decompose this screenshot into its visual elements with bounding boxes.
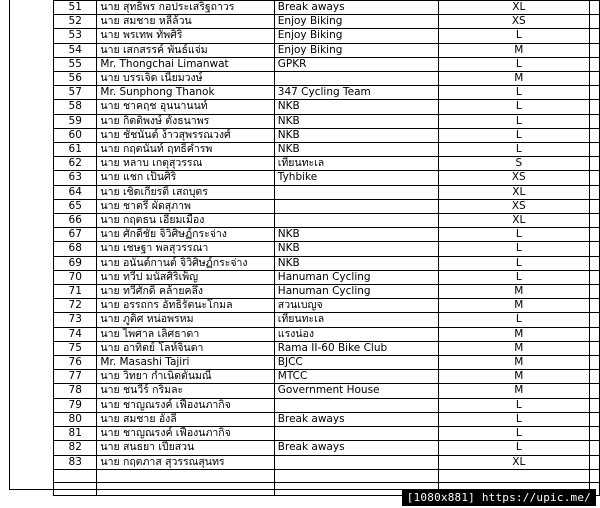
shirt-size-cell: M: [438, 384, 599, 398]
shirt-size-cell: M: [438, 43, 599, 57]
participant-name-cell: นาย หลาบ เกตุสุวรรณ: [97, 157, 274, 171]
shirt-size-cell: M: [438, 341, 599, 355]
table-row: [54, 270, 600, 284]
team-name-cell: Rama II-60 Bike Club: [274, 341, 438, 355]
row-number-cell: 69: [54, 256, 97, 270]
image-host-watermark: [1080x881] https://upic.me/: [402, 489, 596, 506]
row-number-cell: 59: [54, 114, 97, 128]
participant-name-cell: นาย ไพศาล เลิศธาดา: [97, 327, 274, 341]
row-number-cell: 77: [54, 370, 97, 384]
table-row: [54, 114, 600, 128]
table-row: [54, 171, 600, 185]
team-name-cell: Tyhbike: [274, 171, 438, 185]
row-number-cell: 66: [54, 214, 97, 228]
team-name-cell: [274, 72, 438, 86]
team-name-cell: Break aways: [274, 441, 438, 455]
shirt-size-cell: XL: [438, 1, 599, 15]
row-number-cell: 73: [54, 313, 97, 327]
participant-name-cell: Mr. Thongchai Limanwat: [97, 57, 274, 71]
table-row: [54, 242, 600, 256]
table-row: [54, 185, 600, 199]
table-row: [54, 57, 600, 71]
row-number-cell: 55: [54, 57, 97, 71]
team-name-cell: [274, 185, 438, 199]
shirt-size-cell: L: [438, 427, 599, 441]
team-name-cell: Government House: [274, 384, 438, 398]
row-number-cell: 52: [54, 15, 97, 29]
shirt-size-cell: L: [438, 29, 599, 43]
table-row: [54, 43, 600, 57]
row-number-cell: 79: [54, 398, 97, 412]
shirt-size-cell: M: [438, 356, 599, 370]
team-name-cell: GPKR: [274, 57, 438, 71]
row-number-cell: 68: [54, 242, 97, 256]
shirt-size-cell: XL: [438, 214, 599, 228]
participant-name-cell: นาย บรรเจิด เนียมวงษ์: [97, 72, 274, 86]
row-number-cell: [54, 482, 97, 495]
row-number-cell: 78: [54, 384, 97, 398]
row-number-cell: 64: [54, 185, 97, 199]
shirt-size-cell: M: [438, 285, 599, 299]
table-row: [54, 72, 600, 86]
row-number-cell: 53: [54, 29, 97, 43]
table-row: [54, 228, 600, 242]
shirt-size-cell: L: [438, 242, 599, 256]
participant-name-cell: นาย สนธยา เปียสวน: [97, 441, 274, 455]
team-name-cell: แรงน่อง: [274, 327, 438, 341]
table-row: [54, 441, 600, 455]
participant-name-cell: นาย แชก เป็นศิริ: [97, 171, 274, 185]
table-row: [54, 370, 600, 384]
shirt-size-cell: M: [438, 327, 599, 341]
row-number-cell: 67: [54, 228, 97, 242]
participant-table-body: [54, 1, 600, 496]
shirt-size-cell: S: [438, 157, 599, 171]
participant-name-cell: นาย ทวีศักดิ์ คล้ายคลึง: [97, 285, 274, 299]
participant-name-cell: นาย ชาคฤช อุนนานนท์: [97, 100, 274, 114]
shirt-size-cell: XL: [438, 185, 599, 199]
row-number-cell: 65: [54, 199, 97, 213]
shirt-size-cell: L: [438, 313, 599, 327]
shirt-size-cell: L: [438, 143, 599, 157]
shirt-size-cell: L: [438, 412, 599, 426]
team-name-cell: Enjoy Biking: [274, 43, 438, 57]
participant-name-cell: นาย เชิดเกียรติ์ เสถบุตร: [97, 185, 274, 199]
shirt-size-cell: L: [438, 86, 599, 100]
table-row: [54, 256, 600, 270]
participant-name-cell: Mr. Masashi Tajiri: [97, 356, 274, 370]
table-row: [54, 29, 600, 43]
participant-name-cell: นาย อาทิตย์ โลห์จินดา: [97, 341, 274, 355]
team-name-cell: Enjoy Biking: [274, 15, 438, 29]
participant-name-cell: นาย กฤตธน เอี่ยมเมือง: [97, 214, 274, 228]
table-row: [54, 15, 600, 29]
shirt-size-cell: M: [438, 370, 599, 384]
shirt-size-cell: XS: [438, 15, 599, 29]
participant-name-cell: นาย ชาญณรงค์ เฟื่องนภากิจ: [97, 398, 274, 412]
table-row: [54, 356, 600, 370]
participant-name-cell: [97, 469, 274, 482]
table-row: [54, 455, 600, 469]
participant-name-cell: นาย กฤตภาส สุวรรณสุนทร: [97, 455, 274, 469]
team-name-cell: BJCC: [274, 356, 438, 370]
participant-name-cell: [97, 482, 274, 495]
row-number-cell: 54: [54, 43, 97, 57]
participant-name-cell: นาย ชาตรี ผัดสุภาพ: [97, 199, 274, 213]
participant-name-cell: นาย ชัชนันต์ ง้าวสุพรรณวงศ์: [97, 128, 274, 142]
table-row: [54, 427, 600, 441]
row-number-cell: [54, 469, 97, 482]
participant-name-cell: นาย ศักดิ์ชัย จิวิศิษฏ์กระจ่าง: [97, 228, 274, 242]
team-name-cell: Hanuman Cycling: [274, 285, 438, 299]
table-row: [54, 398, 600, 412]
row-number-cell: 63: [54, 171, 97, 185]
team-name-cell: NKB: [274, 242, 438, 256]
row-number-cell: 82: [54, 441, 97, 455]
shirt-size-cell: L: [438, 128, 599, 142]
row-number-cell: 61: [54, 143, 97, 157]
team-name-cell: MTCC: [274, 370, 438, 384]
team-name-cell: สวนเบญจ: [274, 299, 438, 313]
table-row: [54, 214, 600, 228]
participant-name-cell: นาย อนันต์กานต์ จิวิศิษฏ์กระจ่าง: [97, 256, 274, 270]
row-number-cell: 56: [54, 72, 97, 86]
row-number-cell: 62: [54, 157, 97, 171]
shirt-size-cell: L: [438, 270, 599, 284]
row-number-cell: 80: [54, 412, 97, 426]
team-name-cell: NKB: [274, 114, 438, 128]
participant-name-cell: นาย ชนวีร์ กริมละ: [97, 384, 274, 398]
team-name-cell: เทียนทะเล: [274, 157, 438, 171]
row-number-cell: 60: [54, 128, 97, 142]
row-number-cell: 75: [54, 341, 97, 355]
table-row: [54, 341, 600, 355]
table-row: [54, 327, 600, 341]
row-number-cell: 83: [54, 455, 97, 469]
shirt-size-cell: L: [438, 228, 599, 242]
participant-name-cell: นาย ชาญณรงค์ เฟื่องนภากิจ: [97, 427, 274, 441]
team-name-cell: [274, 455, 438, 469]
row-number-cell: 70: [54, 270, 97, 284]
team-name-cell: Hanuman Cycling: [274, 270, 438, 284]
table-row: [54, 199, 600, 213]
table-row: [54, 412, 600, 426]
team-name-cell: NKB: [274, 100, 438, 114]
participant-table: [53, 0, 600, 496]
team-name-cell: Break aways: [274, 412, 438, 426]
team-name-cell: [274, 427, 438, 441]
table-row: [54, 128, 600, 142]
participant-name-cell: นาย พรเทพ ทัพศิริ: [97, 29, 274, 43]
participant-name-cell: นาย กิตติพงษ์ ตั้งธนาพร: [97, 114, 274, 128]
shirt-size-cell: L: [438, 57, 599, 71]
shirt-size-cell: XS: [438, 199, 599, 213]
team-name-cell: [274, 199, 438, 213]
participant-name-cell: นาย กฤตนันท์ ฤทธิ์คำรพ: [97, 143, 274, 157]
shirt-size-cell: L: [438, 398, 599, 412]
participant-name-cell: นาย สมชาย หลีล้วน: [97, 15, 274, 29]
table-row: [54, 143, 600, 157]
shirt-size-cell: L: [438, 114, 599, 128]
row-number-cell: 76: [54, 356, 97, 370]
table-row: [54, 1, 600, 15]
table-row: [54, 86, 600, 100]
participant-name-cell: นาย เสกสรรค์ พันธ์แจ่ม: [97, 43, 274, 57]
shirt-size-cell: M: [438, 299, 599, 313]
team-name-cell: เทียนทะเล: [274, 313, 438, 327]
team-name-cell: NKB: [274, 228, 438, 242]
row-number-cell: 58: [54, 100, 97, 114]
table-row: [54, 384, 600, 398]
participant-name-cell: นาย วิทยา กำเนิดตันมณี: [97, 370, 274, 384]
shirt-size-cell: L: [438, 441, 599, 455]
team-name-cell: NKB: [274, 128, 438, 142]
row-number-cell: 74: [54, 327, 97, 341]
participant-name-cell: นาย อรรถกร อัทธิรัตนะโกมล: [97, 299, 274, 313]
row-number-cell: 72: [54, 299, 97, 313]
table-row: [54, 313, 600, 327]
participant-name-cell: Mr. Sunphong Thanok: [97, 86, 274, 100]
team-name-cell: [274, 469, 438, 482]
table-row: [54, 469, 600, 482]
team-name-cell: [274, 398, 438, 412]
team-name-cell: 347 Cycling Team: [274, 86, 438, 100]
participant-name-cell: นาย สุทธิพร กอประเสริฐถาวร: [97, 1, 274, 15]
table-row: [54, 157, 600, 171]
participant-name-cell: นาย สมชาย อังลี่: [97, 412, 274, 426]
participant-name-cell: นาย ทวีป มนัสศิริเพ็ญ: [97, 270, 274, 284]
team-name-cell: Enjoy Biking: [274, 29, 438, 43]
table-row: [54, 100, 600, 114]
table-row: [54, 285, 600, 299]
shirt-size-cell: L: [438, 256, 599, 270]
participant-name-cell: นาย ภูติศ หน่อพรหม: [97, 313, 274, 327]
participant-name-cell: นาย เชษฐา พลสุวรรณา: [97, 242, 274, 256]
shirt-size-cell: M: [438, 72, 599, 86]
shirt-size-cell: XL: [438, 455, 599, 469]
row-number-cell: 81: [54, 427, 97, 441]
team-name-cell: Break aways: [274, 1, 438, 15]
shirt-size-cell: L: [438, 100, 599, 114]
row-number-cell: 51: [54, 1, 97, 15]
team-name-cell: NKB: [274, 256, 438, 270]
row-number-cell: 71: [54, 285, 97, 299]
shirt-size-cell: [438, 469, 599, 482]
team-name-cell: [274, 214, 438, 228]
team-name-cell: NKB: [274, 143, 438, 157]
row-number-cell: 57: [54, 86, 97, 100]
table-row: [54, 299, 600, 313]
shirt-size-cell: XS: [438, 171, 599, 185]
